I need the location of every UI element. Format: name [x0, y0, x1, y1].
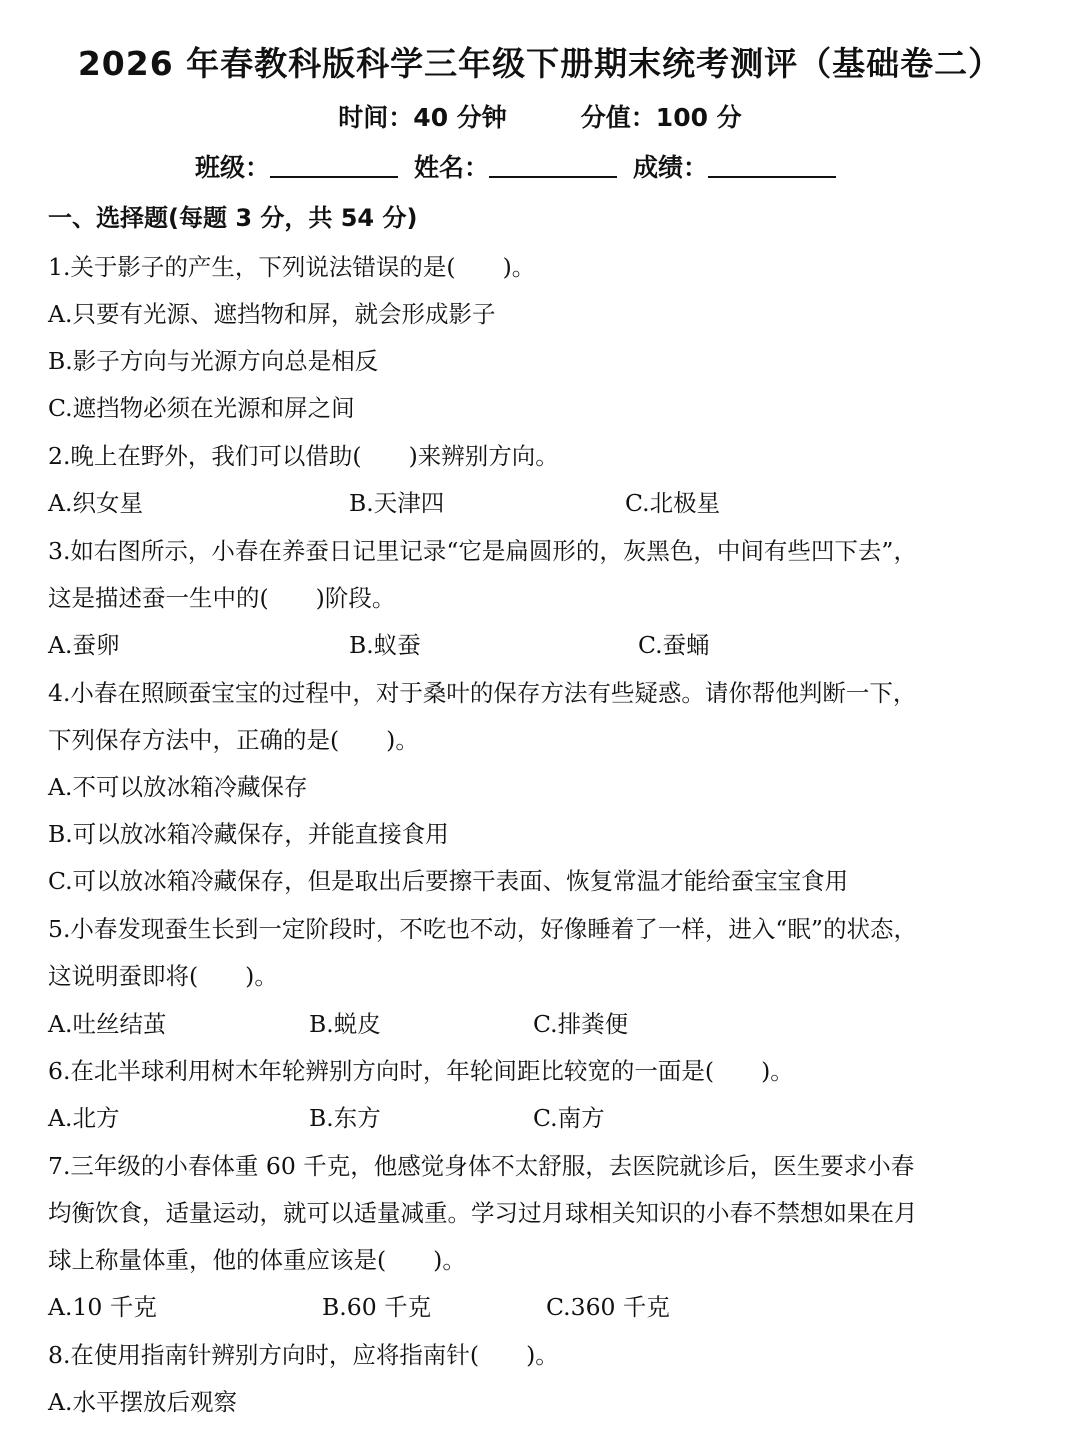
question-6-option-b: B.东方	[309, 1104, 381, 1132]
question-7-stem-line-1: 7.三年级的小春体重 60 千克，他感觉身体不太舒服，去医院就诊后，医生要求小春	[48, 1152, 915, 1180]
question-5-stem-line-2: 这说明蚕即将( )。	[48, 962, 278, 990]
question-2-stem: 2.晚上在野外，我们可以借助( )来辨别方向。	[48, 442, 559, 470]
question-2-option-c: C.北极星	[625, 489, 721, 517]
question-6-stem: 6.在北半球利用树木年轮辨别方向时，年轮间距比较宽的一面是( )。	[48, 1057, 794, 1085]
question-8-option-a: A.水平摆放后观察	[48, 1388, 237, 1416]
question-2-option-b: B.天津四	[349, 489, 445, 517]
question-7-stem-line-3: 球上称量体重，他的体重应该是( )。	[48, 1246, 466, 1274]
grade-label: 成绩：	[633, 153, 709, 182]
question-5-option-a: A.吐丝结茧	[48, 1010, 167, 1038]
section-heading: 一、选择题(每题 3 分，共 54 分)	[48, 204, 418, 232]
class-label: 班级：	[195, 153, 271, 182]
exam-time: 时间：40 分钟	[338, 103, 507, 132]
grade-blank[interactable]	[708, 154, 836, 178]
question-3-stem-line-1: 3.如右图所示，小春在养蚕日记里记录“它是扁圆形的，灰黑色，中间有些凹下去”，	[48, 537, 917, 565]
question-3-option-b: B.蚁蚕	[349, 631, 421, 659]
question-6-option-c: C.南方	[533, 1104, 605, 1132]
question-5-stem-line-1: 5.小春发现蚕生长到一定阶段时，不吃也不动，好像睡着了一样，进入“眠”的状态，	[48, 915, 917, 943]
question-7-option-a: A.10 千克	[48, 1293, 157, 1321]
name-label: 姓名：	[414, 153, 490, 182]
question-4-stem-line-1: 4.小春在照顾蚕宝宝的过程中，对于桑叶的保存方法有些疑惑。请你帮他判断一下，	[48, 679, 917, 707]
class-blank[interactable]	[270, 154, 398, 178]
question-5-option-b: B.蜕皮	[309, 1010, 381, 1038]
question-1-option-b: B.影子方向与光源方向总是相反	[48, 347, 379, 375]
name-blank[interactable]	[489, 154, 617, 178]
student-info-row	[195, 148, 852, 184]
question-3-option-c: C.蚕蛹	[638, 631, 710, 659]
exam-score-total: 分值：100 分	[580, 103, 742, 132]
page-title: 2026 年春教科版科学三年级下册期末统考测评（基础卷二）	[77, 44, 1003, 83]
question-2-option-a: A.织女星	[48, 489, 143, 517]
question-1-option-c: C.遮挡物必须在光源和屏之间	[48, 394, 355, 422]
question-7-option-c: C.360 千克	[546, 1293, 670, 1321]
question-3-stem-line-2: 这是描述蚕一生中的( )阶段。	[48, 584, 396, 612]
question-1-option-a: A.只要有光源、遮挡物和屏，就会形成影子	[48, 300, 496, 328]
exam-meta	[0, 98, 1080, 134]
question-5-option-c: C.排粪便	[533, 1010, 629, 1038]
question-3-option-a: A.蚕卵	[48, 631, 120, 659]
question-4-stem-line-2: 下列保存方法中，正确的是( )。	[48, 726, 419, 754]
question-4-option-a: A.不可以放冰箱冷藏保存	[48, 773, 308, 801]
question-8-stem: 8.在使用指南针辨别方向时，应将指南针( )。	[48, 1341, 559, 1369]
question-1-stem: 1.关于影子的产生，下列说法错误的是( )。	[48, 253, 536, 281]
question-6-option-a: A.北方	[48, 1104, 120, 1132]
question-7-option-b: B.60 千克	[322, 1293, 432, 1321]
question-4-option-b: B.可以放冰箱冷藏保存，并能直接食用	[48, 820, 449, 848]
question-7-stem-line-2: 均衡饮食，适量运动，就可以适量减重。学习过月球相关知识的小春不禁想如果在月	[48, 1199, 918, 1227]
question-4-option-c: C.可以放冰箱冷藏保存，但是取出后要擦干表面、恢复常温才能给蚕宝宝食用	[48, 867, 849, 895]
